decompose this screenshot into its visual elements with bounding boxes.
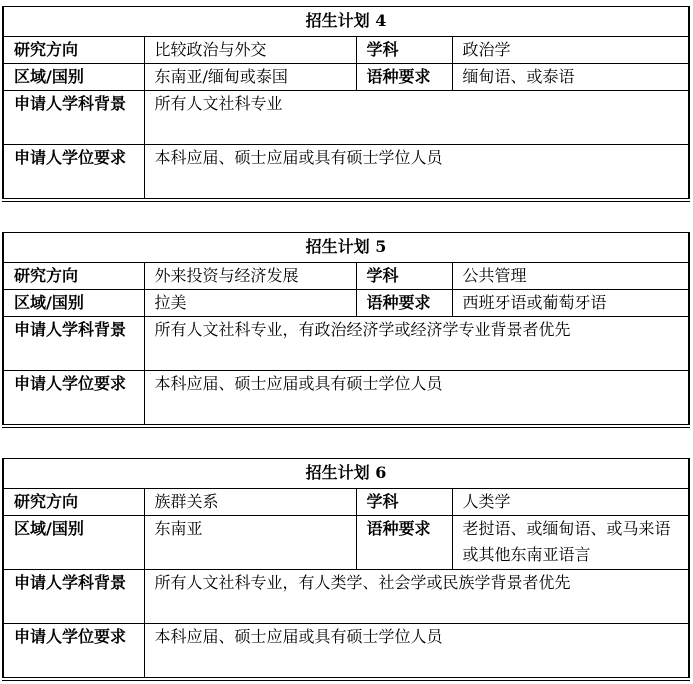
label-applicant-background: 申请人学科背景 xyxy=(3,569,144,623)
research-direction-value: 族群关系 xyxy=(144,488,356,515)
plan-table xyxy=(2,233,690,424)
applicant-background-value: 所有人文社科专业，有人类学、社会学或民族学背景者优先 xyxy=(144,569,689,623)
applicant-degree-value: 本科应届、硕士应届或具有硕士学位人员 xyxy=(144,144,689,198)
label-research-direction: 研究方向 xyxy=(3,488,144,515)
label-region-country: 区域/国别 xyxy=(3,63,144,90)
language-requirement-value: 西班牙语或葡萄牙语 xyxy=(452,289,689,316)
plan-title: 招生计划 5 xyxy=(3,233,689,262)
region-country-value: 东南亚 xyxy=(144,515,356,569)
label-applicant-background: 申请人学科背景 xyxy=(3,316,144,370)
enrollment-plan-4 xyxy=(2,6,690,202)
discipline-value: 政治学 xyxy=(452,36,689,63)
label-applicant-degree: 申请人学位要求 xyxy=(3,144,144,198)
label-discipline: 学科 xyxy=(356,488,452,515)
label-applicant-background: 申请人学科背景 xyxy=(3,90,144,144)
applicant-degree-value: 本科应届、硕士应届或具有硕士学位人员 xyxy=(144,370,689,424)
label-research-direction: 研究方向 xyxy=(3,36,144,63)
language-requirement-value: 老挝语、或缅甸语、或马来语或其他东南亚语言 xyxy=(452,515,689,569)
label-applicant-degree: 申请人学位要求 xyxy=(3,623,144,677)
label-language-requirement: 语种要求 xyxy=(356,63,452,90)
applicant-background-value: 所有人文社科专业 xyxy=(144,90,689,144)
label-language-requirement: 语种要求 xyxy=(356,289,452,316)
label-language-requirement: 语种要求 xyxy=(356,515,452,569)
discipline-value: 公共管理 xyxy=(452,262,689,289)
region-country-value: 东南亚/缅甸或泰国 xyxy=(144,63,356,90)
label-research-direction: 研究方向 xyxy=(3,262,144,289)
label-applicant-degree: 申请人学位要求 xyxy=(3,370,144,424)
label-discipline: 学科 xyxy=(356,262,452,289)
research-direction-value: 外来投资与经济发展 xyxy=(144,262,356,289)
plan-title: 招生计划 6 xyxy=(3,459,689,488)
region-country-value: 拉美 xyxy=(144,289,356,316)
label-region-country: 区域/国别 xyxy=(3,515,144,569)
language-requirement-value: 缅甸语、或泰语 xyxy=(452,63,689,90)
research-direction-value: 比较政治与外交 xyxy=(144,36,356,63)
discipline-value: 人类学 xyxy=(452,488,689,515)
enrollment-plan-6 xyxy=(2,458,690,681)
label-discipline: 学科 xyxy=(356,36,452,63)
plan-title: 招生计划 4 xyxy=(3,7,689,36)
label-region-country: 区域/国别 xyxy=(3,289,144,316)
applicant-degree-value: 本科应届、硕士应届或具有硕士学位人员 xyxy=(144,623,689,677)
plan-table xyxy=(2,459,690,677)
plan-table xyxy=(2,7,690,198)
enrollment-plan-5 xyxy=(2,232,690,428)
applicant-background-value: 所有人文社科专业，有政治经济学或经济学专业背景者优先 xyxy=(144,316,689,370)
